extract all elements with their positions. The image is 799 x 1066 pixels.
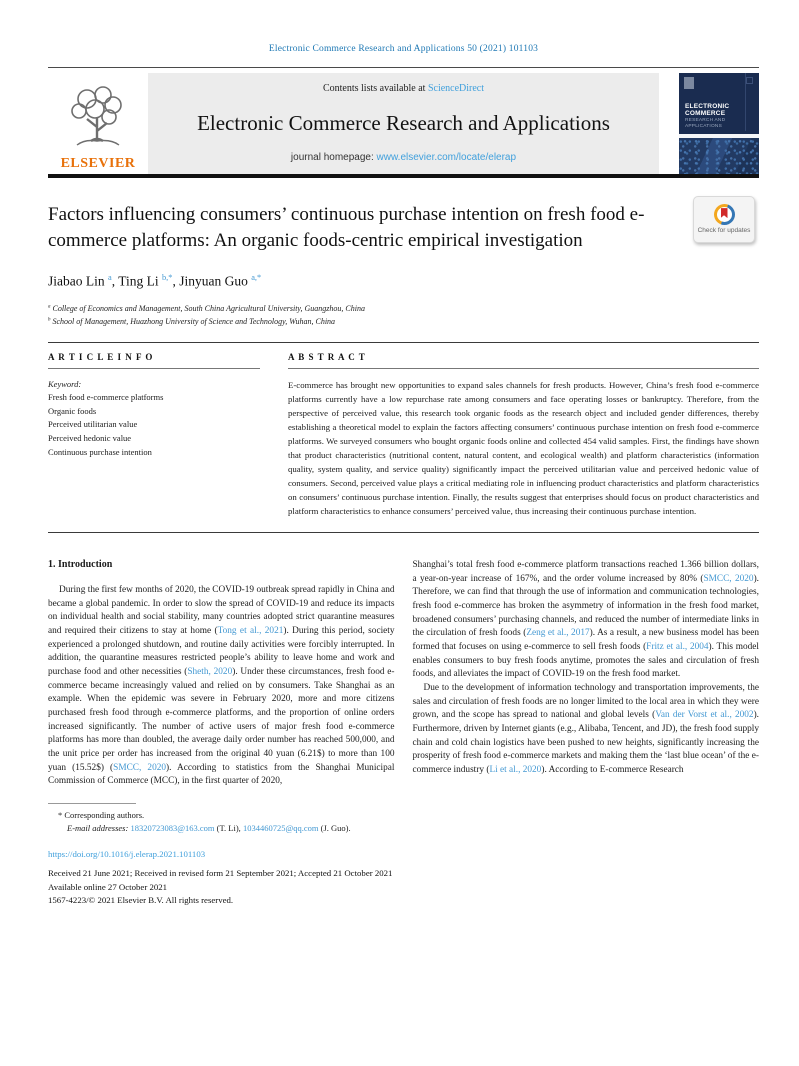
abstract-header: A B S T R A C T [288, 352, 759, 369]
intro-paragraph-left: During the first few months of 2020, the COVID-19 outbreak spread rapidly in China and became a global pandemic. In order to slow the spread of COVID-19 and reduce its impacts on individual health and social stability, many countries adopted strict quarantine measures and required their citizens to stay at home (Tong et al., 2021). During this period, society experienced a prolonged shutdown, and routine daily activities were forcibly interrupted. In addition, the quarantine measures restricted people’s ability to leave home and work and purchase food and other necessities (Sheth, 2020). Under these circumstances, fresh food e-commerce became increasingly valued and relied on by consumers. Take Shanghai as an example. When the epidemic was severe in February 2020, more and more citizens purchased fresh food through e-commerce platforms, and the proportion of online orders increased significantly. The number of active users of major fresh food e-commerce platforms has more than doubled, the average daily order number has reached 500,000, and the unit price per order has increased from the original 40 yuan (6.21$) to more than 100 yuan (15.52$) (SMCC, 2020). According to statistics from the Shanghai Municipal Commission of Commerce (MCC), in the first quarter of 2020, [48, 585, 395, 787]
footer-meta [48, 867, 759, 908]
inline-link[interactable]: 18320723083@163.com [130, 822, 215, 833]
journal-masthead [48, 73, 759, 174]
inline-link[interactable]: a,* [251, 273, 262, 283]
cover-deco-line [745, 73, 746, 131]
introduction-columns [48, 559, 759, 789]
cover-deco-square [746, 77, 753, 84]
homepage-line [154, 152, 653, 163]
keyword-item: Perceived hedonic value [48, 432, 132, 443]
elsevier-tree-icon [65, 83, 131, 155]
masthead-divider [48, 174, 759, 178]
inline-link[interactable]: Li et al., 2020 [489, 765, 542, 775]
contents-line [154, 83, 653, 94]
inline-link[interactable]: SMCC, 2020 [113, 762, 167, 773]
article-info-column [48, 352, 260, 519]
journal-homepage-link[interactable]: www.elsevier.com/locate/elerap [376, 152, 517, 163]
keyword-item: Continuous purchase intention [48, 446, 152, 457]
footnote-divider [48, 803, 136, 804]
inline-link[interactable]: Sheth, 2020 [187, 667, 233, 678]
corresponding-authors-note: * Corresponding authors. [58, 810, 145, 820]
top-divider [48, 67, 759, 68]
journal-reference-header: Electronic Commerce Research and Applications 50 (2021) 101103 [268, 44, 539, 54]
contents-prefix: Contents lists available at [322, 83, 428, 94]
cover-subtitle-line: RESEARCH AND [685, 117, 726, 123]
inline-link[interactable]: Van der Vorst et al., 2002 [655, 710, 754, 721]
article-title: Factors influencing consumers’ continuous purchase intention on fresh food e-commerce platforms: An organic foods-centric empirical investigation [48, 204, 645, 252]
footnote-block [48, 809, 759, 835]
keyword-label: Keyword: [48, 378, 82, 389]
inline-link[interactable]: b,* [162, 273, 173, 283]
intro-paragraph-right-2: Due to the development of information technology and transportation improvements, the sales and circulation of fresh foods are no longer limited to the local area in which they were grown, and the scope has spread to national and global levels (Van der Vorst et al., 2002). Furthermore, driven by Internet giants (e.g., Alibaba, Tencent, and JD), the fresh food supply chain and cold chain logistics have been pushed to new heights, significantly increasing the prosperity of fresh food e-commerce markets and making them the ‘last blue ocean’ of the e-commerce industry (Li et al., 2020). According to E-commerce Research [412, 683, 759, 775]
available-online-line: Available online 27 October 2021 [48, 881, 168, 892]
check-for-updates-badge[interactable] [693, 196, 755, 243]
inline-link[interactable]: a [108, 273, 112, 283]
article-info-header: A R T I C L E I N F O [48, 352, 260, 369]
title-block [48, 202, 759, 329]
affiliation-b: $^b$ School of Management, Huazhong University of Science and Technology, Wuhan, China [48, 316, 336, 326]
footer-block [48, 848, 759, 909]
intro-paragraph-right-1: Shanghai’s total fresh food e-commerce platform transactions reached 1.366 billion dollars, a year-on-year increase of 167%, and the order volume increased by 80% (SMCC, 2020). Therefore, we can find that through the use of information and communication technologies, fresh food e-commerce has broken the asymmetry of information in the fresh food market, broadened consumers’ purchasing channels, and reduced the number of intermediate links in the circulation of fresh foods (Zeng et al., 2017). As a result, a new business model has been formed that focuses on using e-commerce to sell fresh foods (Fritz et al., 2004). This model enables consumers to buy fresh foods anytime, promotes the sales and circulation of fresh foods, and alleviates the impact of COVID-19 on the fresh food market. [412, 560, 759, 680]
elsevier-logo [48, 73, 148, 174]
elsevier-wordmark: ELSEVIER [60, 156, 136, 171]
inline-link[interactable]: Tong et al., 2021 [217, 626, 284, 637]
cover-title-line: ELECTRONIC [685, 103, 730, 110]
keywords-list [48, 378, 260, 460]
affiliation-a: $^a$ College of Economics and Management, South China Agricultural University, Guangzhou, China [48, 303, 365, 313]
crossmark-ribbon-icon [721, 208, 728, 218]
keyword-item: Perceived utilitarian value [48, 419, 138, 430]
affiliations [48, 303, 759, 329]
received-dates-line: Received 21 June 2021; Received in revised form 21 September 2021; Accepted 21 October 2021 [48, 868, 393, 879]
journal-cover-thumbnail [679, 73, 759, 174]
inline-link[interactable]: Fritz et al., 2004 [646, 642, 709, 653]
journal-title: Electronic Commerce Research and Applications [197, 110, 610, 135]
article-info-abstract-block [48, 352, 759, 534]
homepage-prefix: journal homepage: [290, 152, 377, 163]
cover-world-map [679, 138, 759, 174]
crossmark-icon [714, 204, 735, 225]
author-line: Jiabao Lin $^a$, Ting Li $^{b,*}$, Jinyuan Guo $^{a,*}$ [48, 273, 262, 289]
section-heading-introduction: 1. Introduction [48, 559, 113, 571]
cover-titles [685, 103, 729, 129]
inline-link[interactable]: SMCC, 2020 [703, 573, 754, 584]
inline-link[interactable]: 1034460725@qq.com [242, 822, 319, 833]
title-info-divider [48, 342, 759, 343]
copyright-line: 1567-4223/© 2021 Elsevier B.V. All rights reserved. [48, 895, 234, 906]
right-column [413, 559, 760, 789]
check-for-updates-label: Check for updates [697, 227, 751, 235]
doi-link[interactable]: https://doi.org/10.1016/j.elerap.2021.101103 [48, 848, 206, 859]
left-column [48, 559, 395, 789]
cover-subtitle-line: APPLICATIONS [685, 123, 722, 129]
email-addresses-line: E-mail addresses: 18320723083@163.com (T. Li), 1034460725@qq.com (J. Guo). [67, 822, 351, 833]
inline-link[interactable]: Zeng et al., 2017 [526, 628, 590, 639]
cover-publisher-mark [684, 77, 694, 89]
cover-title-line: COMMERCE [685, 110, 726, 118]
journal-banner [148, 73, 659, 174]
keyword-item: Organic foods [48, 405, 97, 416]
sciencedirect-link[interactable]: ScienceDirect [427, 83, 485, 94]
keyword-item: Fresh food e-commerce platforms [48, 392, 164, 403]
abstract-column [288, 352, 759, 519]
abstract-text: E-commerce has brought new opportunities to expand sales channels for fresh products. However, China’s fresh food e-commerce platforms currently have a low repurchase rate among consumers and face operating losses or bankruptcy. Therefore, from the perspective of perceived value, this research took organic foods as the research object and included gender differences, thereby establishing a theoretical model to explain the factors affecting consumers’ continuous purchase intention on fresh food e-commerce platforms. We surveyed consumers who bought organic foods online and collected 454 valid samples. First, the findings have shown that product characteristics (nutritional content, natural content, and ecological wealth) and platform characteristics (information quality, system quality, and service quality) significantly impact the perceived utilitarian value and perceived hedonic value of consumers. Second, perceived value plays a critical mediating role in influencing product characteristics and platform characteristics on consumers’ continuous purchase intention. Finally, the results suggest that enterprises should focus on product characteristics and platform characteristics to enhance consumers’ perceived value, thus increasing their continuous purchase intention. [288, 379, 759, 517]
